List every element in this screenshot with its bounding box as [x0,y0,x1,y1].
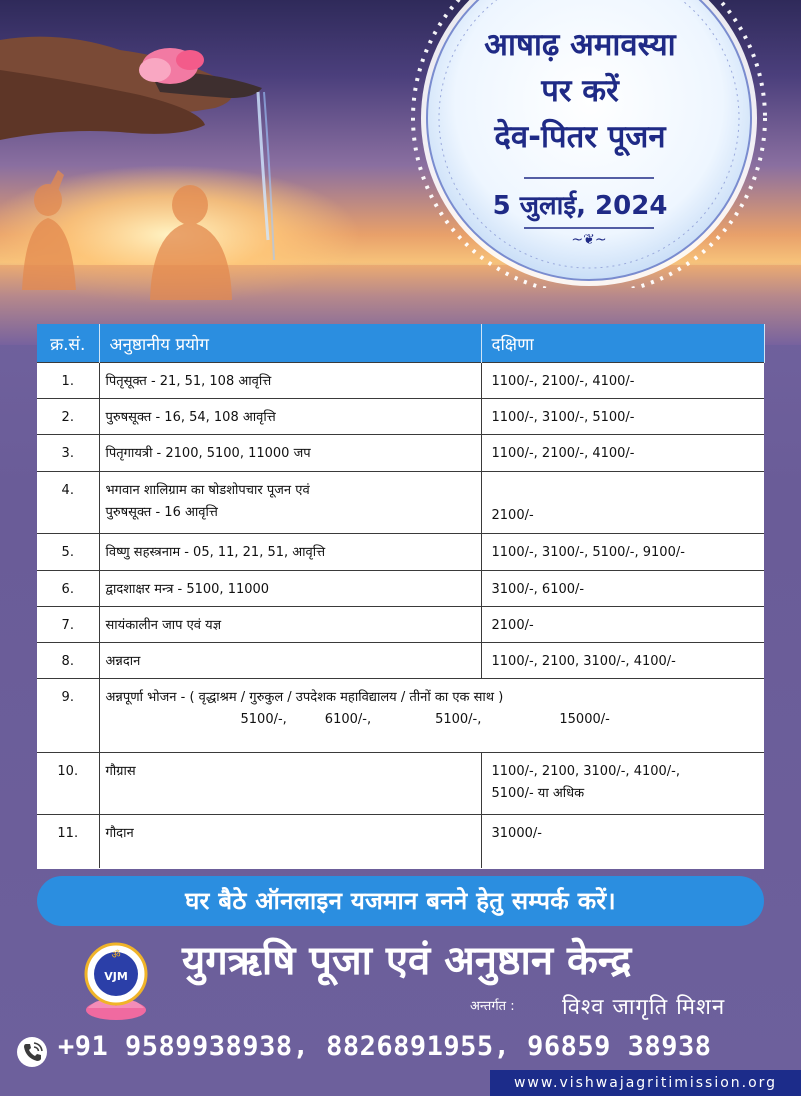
row-item: पितृसूक्त - 21, 51, 108 आवृत्ति [99,363,481,399]
svg-text:~❦~: ~❦~ [571,232,607,248]
parent-org-name: विश्व जागृति मिशन [562,995,726,1020]
row-dakshina-line-1: 1100/-, 2100, 3100/-, 4100/-, [491,764,680,779]
header-item: अनुष्ठानीय प्रयोग [99,324,481,363]
row-amounts [106,709,759,731]
row-dakshina [481,753,764,815]
row-serial: 6. [37,571,99,607]
table-row [37,753,764,815]
row-item: पितृगायत्री - 2100, 5100, 11000 जप [99,435,481,472]
row-dakshina: 2100/- [481,472,764,534]
amount-gurukul: 6100/-, [324,712,372,727]
header-serial: क्र.सं. [37,324,99,363]
row-item: गौदान [99,815,481,868]
row-item: द्वादशाक्षर मन्त्र - 5100, 11000 [99,571,481,607]
title-line-2: पर करें [541,73,619,109]
title-line-1: आषाढ़ अमावस्या [484,27,676,63]
row-dakshina: 1100/-, 2100/-, 4100/- [481,363,764,399]
row-dakshina: 2100/- [481,607,764,643]
table-row [37,679,764,753]
title-line-3: देव-पितर पूजन [494,119,666,155]
row-dakshina: 1100/-, 2100/-, 4100/- [481,435,764,472]
row-dakshina-line-2: 5100/- या अधिक [491,786,585,801]
row-serial: 8. [37,643,99,679]
row-item: विष्णु सहस्त्रनाम - 05, 11, 21, 51, आवृत्ति [99,534,481,571]
row-dakshina: 31000/- [481,815,764,868]
row-serial: 9. [37,679,99,753]
table-row [37,435,764,472]
row-serial: 10. [37,753,99,815]
row-item-line-1: भगवान शालिग्राम का षोडशोपचार पूजन एवं [105,483,310,498]
row-serial: 5. [37,534,99,571]
table-row [37,534,764,571]
table-header-row [37,324,764,363]
row-item-wide [99,679,764,753]
row-serial: 3. [37,435,99,472]
phone-icon [16,1036,48,1068]
website-link[interactable]: www.vishwajagritimission.org [490,1070,801,1096]
row-item-line-2: पुरुषसूक्त - 16 आवृत्ति [105,505,218,520]
row-serial: 4. [37,472,99,534]
amount-old-age-home: 5100/-, [240,712,287,727]
contact-phone-numbers: +91 9589938938, 8826891955, 96859 38938 [58,1031,712,1062]
org-name: युगऋषि पूजा एवं अनुष्ठान केन्द्र [182,938,632,984]
row-item: गौग्रास [99,753,481,815]
table-row [37,472,764,534]
amount-college: 5100/-, [435,712,482,727]
vjm-logo [80,936,152,1022]
row-dakshina: 1100/-, 3100/-, 5100/-, 9100/- [481,534,764,571]
row-serial: 11. [37,815,99,868]
table-row [37,607,764,643]
under-label: अन्तर्गत : [470,999,515,1014]
table-row [37,571,764,607]
table-row [37,363,764,399]
row-serial: 2. [37,399,99,435]
header-dakshina: दक्षिणा [481,324,764,363]
row-item: अन्नपूर्णा भोजन - ( वृद्धाश्रम / गुरुकुल / उपदेशक महाविद्यालय / तीनों का एक साथ ) [105,690,504,705]
row-serial: 7. [37,607,99,643]
medallion-title [430,22,730,160]
rituals-table [37,324,764,869]
table-row [37,815,764,868]
logo-om-glyph: ॐ [111,950,121,961]
table-row [37,399,764,435]
row-item [99,472,481,534]
row-dakshina: 1100/-, 3100/-, 5100/- [481,399,764,435]
row-item: पुरुषसूक्त - 16, 54, 108 आवृत्ति [99,399,481,435]
online-yajman-banner: घर बैठे ऑनलाइन यजमान बनने हेतु सम्पर्क करें। [37,876,764,926]
event-date: 5 जुलाई, 2024 [492,191,668,221]
rituals-table-grid [37,324,765,868]
amount-all-three: 15000/- [559,712,610,727]
row-serial: 1. [37,363,99,399]
table-row [37,643,764,679]
row-dakshina: 3100/-, 6100/- [481,571,764,607]
row-item: अन्नदान [99,643,481,679]
row-item: सायंकालीन जाप एवं यज्ञ [99,607,481,643]
logo-text: VJM [104,970,128,983]
row-dakshina: 1100/-, 2100, 3100/-, 4100/- [481,643,764,679]
